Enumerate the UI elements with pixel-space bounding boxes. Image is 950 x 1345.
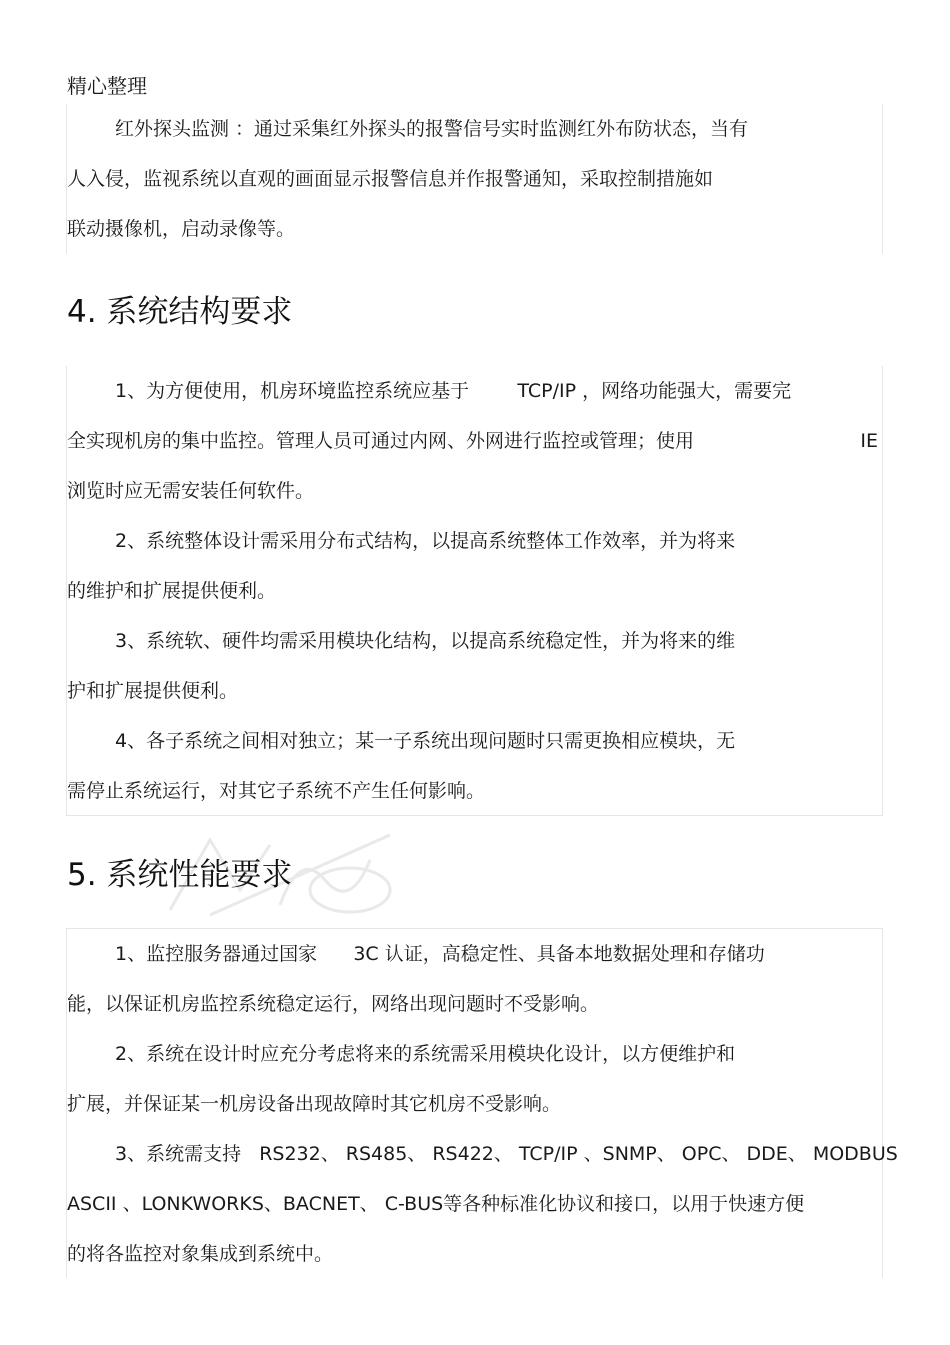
section-5-line: 扩展，并保证某一机房设备出现故障时其它机房不受影响。 (67, 1093, 562, 1115)
section-5-line: 3、系统需支持 RS232、 RS485、 RS422、 TCP/IP 、SNMP、 OPC、 DDE、 MODBUS (115, 1143, 898, 1165)
section-5-line: 1、监控服务器通过国家 3C 认证，高稳定性、具备本地数据处理和存储功 (115, 943, 765, 965)
section-4-line: 3、系统软、硬件均需采用模块化结构，以提高系统稳定性，并为将来的维 (115, 630, 736, 652)
section-4-line: 的维护和扩展提供便利。 (67, 580, 277, 602)
section-4-line: 浏览时应无需安装任何软件。 (67, 480, 315, 502)
section-4-title: 4. 系统结构要求 (67, 294, 293, 330)
section-4-line: 4、各子系统之间相对独立；某一子系统出现问题时只需更换相应模块，无 (115, 730, 736, 752)
intro-line: 联动摄像机，启动录像等。 (67, 218, 296, 240)
section-5-line: ASCII 、LONKWORKS、BACNET、 C-BUS等各种标准化协议和接口，以用于快速方便 (67, 1193, 805, 1215)
section-4-line: 需停止系统运行，对其它子系统不产生任何影响。 (67, 780, 486, 802)
section-5-line: 能，以保证机房监控系统稳定运行，网络出现问题时不受影响。 (67, 993, 600, 1015)
section-4-line: 护和扩展提供便利。 (67, 680, 239, 702)
section-5-box (66, 928, 898, 1278)
intro-line: 红外探头监测 ：通过采集红外探头的报警信号实时监测红外布防状态，当有 (115, 118, 749, 140)
section-4-box (66, 366, 883, 816)
intro-line: 人入侵，监视系统以直观的画面显示报警信息并作报警通知，采取控制措施如 (67, 168, 714, 190)
section-5-line: 的将各监控对象集成到系统中。 (67, 1243, 334, 1265)
ie-label: IE (860, 430, 878, 452)
page-label: 精心整理 (67, 74, 147, 98)
section-4-line: 2、系统整体设计需采用分布式结构，以提高系统整体工作效率，并为将来 (115, 530, 736, 552)
section-4-line: 全实现机房的集中监控。管理人员可通过内网、外网进行监控或管理；使用 (67, 430, 695, 452)
section-4-line: 1、为方便使用，机房环境监控系统应基于 TCP/IP ，网络功能强大，需要完 (115, 380, 792, 402)
intro-box (66, 104, 883, 254)
section-5-title: 5. 系统性能要求 (67, 857, 293, 893)
section-5-line: 2、系统在设计时应充分考虑将来的系统需采用模块化设计，以方便维护和 (115, 1043, 736, 1065)
